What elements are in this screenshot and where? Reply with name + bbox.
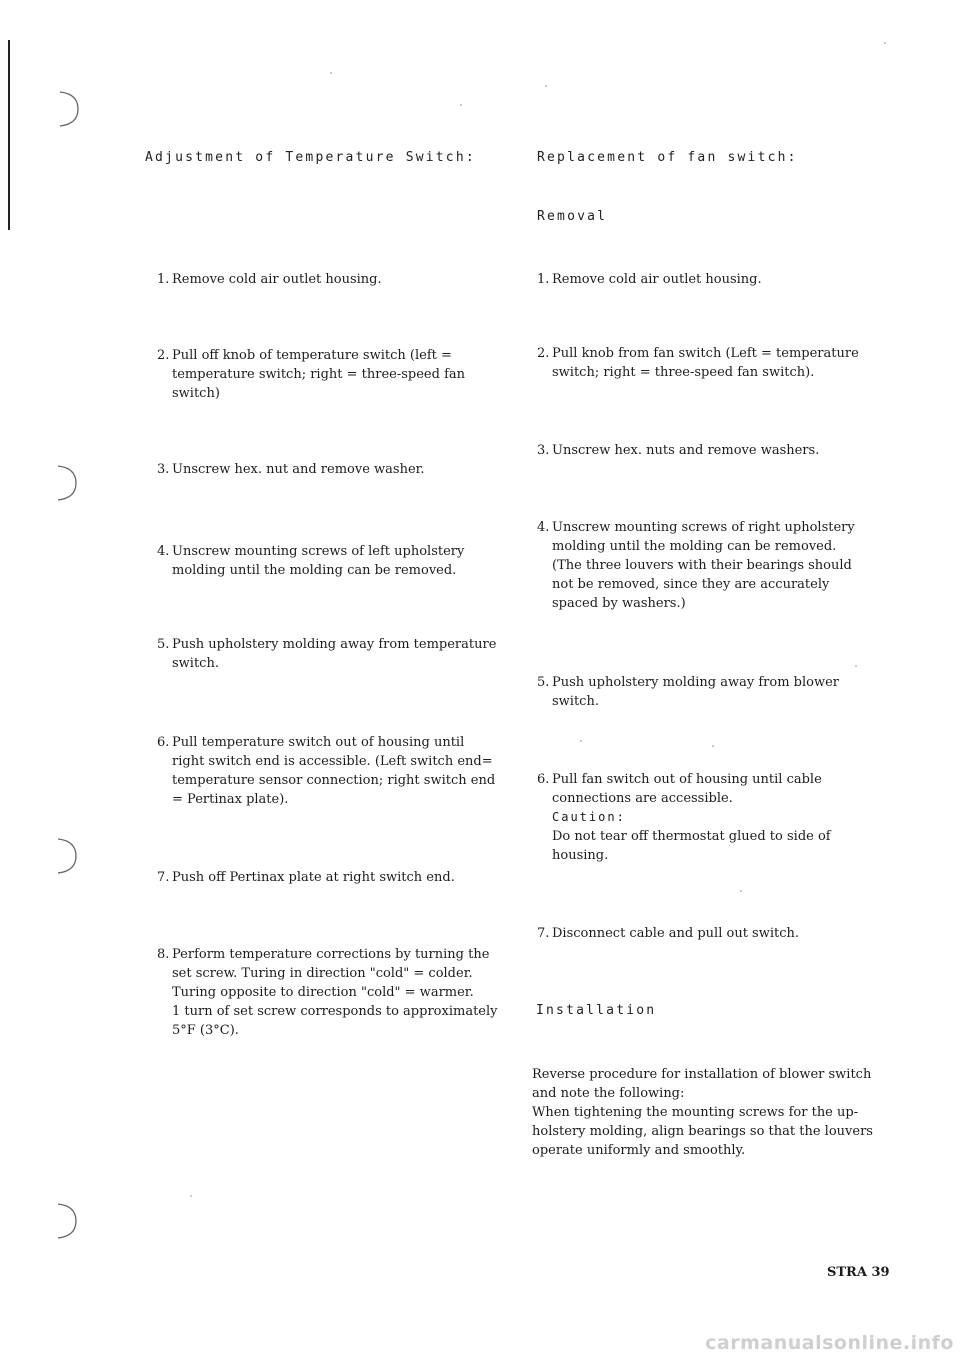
step-number: 3. [157, 462, 170, 477]
step-number: 4. [537, 520, 550, 535]
step-line: Unscrew mounting screws of left upholstery [172, 544, 465, 559]
punch-hole-icon [50, 1200, 80, 1242]
step-line: switch. [552, 694, 599, 709]
punch-hole-icon [50, 462, 80, 504]
step-number: 2. [157, 348, 170, 363]
step-line: Pull temperature switch out of housing until [172, 735, 465, 750]
left-step [157, 868, 455, 887]
step-line: 1 turn of set screw corresponds to approximately [172, 1004, 498, 1019]
scan-speck [712, 745, 714, 747]
right-step [537, 344, 859, 382]
step-line: Remove cold air outlet housing. [552, 272, 762, 287]
step-number: 6. [537, 772, 550, 787]
right-step [537, 518, 855, 613]
step-line: set screw. Turing in direction "cold" = colder. [172, 966, 473, 981]
right-step [537, 673, 839, 711]
step-line: Pull fan switch out of housing until cable [552, 772, 822, 787]
scan-speck [545, 85, 547, 87]
left-step [157, 460, 425, 479]
page-number: STRA 39 [827, 1265, 890, 1280]
step-line: Push off Pertinax plate at right switch end. [172, 870, 455, 885]
caution-label: Caution: [552, 810, 626, 824]
step-line: molding until the molding can be removed. [172, 563, 457, 578]
scan-speck [884, 42, 886, 44]
caution-line: Do not tear off thermostat glued to side of [552, 829, 831, 844]
paragraph-line: When tightening the mounting screws for the up- [532, 1105, 859, 1120]
right-step [537, 770, 831, 865]
step-line: Push upholstery molding away from blower [552, 675, 840, 690]
step-number: 5. [537, 675, 550, 690]
step-number: 7. [157, 870, 170, 885]
step-line: (The three louvers with their bearings should [552, 558, 852, 573]
step-line: 5°F (3°C). [172, 1023, 239, 1038]
right-step [537, 441, 819, 460]
step-number: 1. [157, 272, 170, 287]
scan-speck [330, 72, 332, 74]
step-line: Disconnect cable and pull out switch. [552, 926, 800, 941]
scan-speck [855, 665, 857, 667]
step-line: Remove cold air outlet housing. [172, 272, 382, 287]
installation-heading: Installation [536, 1003, 657, 1018]
punch-hole-icon [52, 88, 82, 130]
step-line: spaced by washers.) [552, 596, 686, 611]
step-line: Unscrew hex. nuts and remove washers. [552, 443, 820, 458]
step-line: switch. [172, 656, 219, 671]
step-line: switch; right = three-speed fan switch). [552, 365, 815, 380]
step-line: switch) [172, 386, 220, 401]
margin-rule [8, 40, 10, 230]
paragraph-line: and note the following: [532, 1086, 685, 1101]
removal-heading: Removal [537, 209, 608, 224]
step-number: 1. [537, 272, 550, 287]
step-number: 7. [537, 926, 550, 941]
step-line: Turing opposite to direction "cold" = warmer. [172, 985, 474, 1000]
scan-speck [460, 104, 462, 106]
step-line: Unscrew mounting screws of right upholstery [552, 520, 855, 535]
right-step [537, 924, 799, 943]
step-line: molding until the molding can be removed. [552, 539, 837, 554]
step-number: 5. [157, 637, 170, 652]
step-line: = Pertinax plate). [172, 792, 289, 807]
left-step [157, 346, 465, 403]
left-step [157, 270, 382, 289]
caution-line: housing. [552, 848, 609, 863]
left-step [157, 733, 495, 809]
left-heading: Adjustment of Temperature Switch: [145, 150, 476, 165]
step-number: 3. [537, 443, 550, 458]
step-line: not be removed, since they are accurately [552, 577, 830, 592]
left-step [157, 542, 464, 580]
paragraph-line: holstery molding, align bearings so that the louvers [532, 1124, 873, 1139]
right-heading: Replacement of fan switch: [537, 150, 798, 165]
scan-speck [740, 890, 742, 892]
paragraph-line: operate uniformly and smoothly. [532, 1143, 746, 1158]
scan-speck [580, 740, 582, 742]
step-line: Unscrew hex. nut and remove washer. [172, 462, 425, 477]
punch-hole-icon [50, 835, 80, 877]
paragraph-line: Reverse procedure for installation of blower switch [532, 1067, 872, 1082]
step-line: connections are accessible. [552, 791, 733, 806]
left-step [157, 635, 496, 673]
step-number: 6. [157, 735, 170, 750]
step-number: 4. [157, 544, 170, 559]
right-step [537, 270, 762, 289]
scan-speck [190, 1195, 192, 1197]
step-number: 2. [537, 346, 550, 361]
step-line: Push upholstery molding away from temperature [172, 637, 497, 652]
step-line: Pull knob from fan switch (Left = temperature [552, 346, 859, 361]
step-line: right switch end is accessible. (Left switch end= [172, 754, 493, 769]
left-step [157, 945, 497, 1040]
step-line: temperature sensor connection; right switch end [172, 773, 496, 788]
step-line: Perform temperature corrections by turning the [172, 947, 490, 962]
watermark: carmanualsonline.info [705, 1332, 954, 1354]
installation-paragraph [532, 1065, 873, 1160]
step-line: Pull off knob of temperature switch (left = [172, 348, 452, 363]
step-line: temperature switch; right = three-speed fan [172, 367, 466, 382]
step-number: 8. [157, 947, 170, 962]
